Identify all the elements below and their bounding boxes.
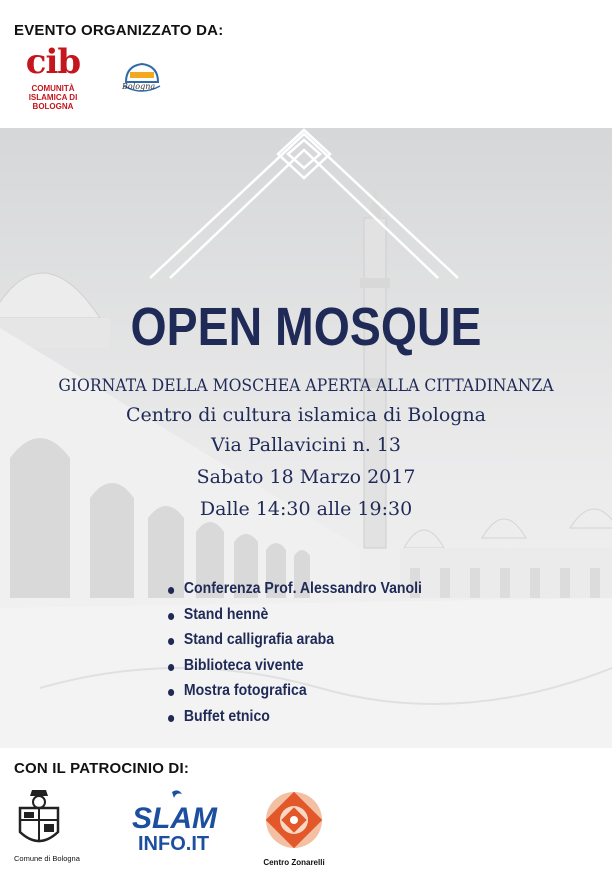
comune-label: Comune di Bologna [14, 854, 80, 863]
islam-info-logo [132, 788, 232, 854]
poster-title: OPEN MOSQUE [130, 297, 482, 357]
time-text: Dalle 14:30 alle 19:30 [199, 498, 413, 520]
zonarelli-flower-icon [254, 786, 334, 856]
poster [0, 128, 612, 748]
address-text: Via Pallavicini n. 13 [211, 434, 401, 456]
zonarelli-label: Centro Zonarelli [263, 858, 325, 867]
cib-logo-letters: cib [25, 42, 81, 82]
activity-item: Stand calligrafia araba [168, 631, 422, 657]
cib-logo-subtitle [22, 84, 84, 111]
islam-logo-line1: SLAM [132, 802, 217, 835]
centro-zonarelli-logo [254, 786, 334, 870]
mosque-dome-icon [120, 60, 164, 100]
organizer-heading: EVENTO ORGANIZZATO DA: [14, 22, 224, 39]
activity-item: Stand hennè [168, 606, 422, 632]
bologna-mosque-logo [120, 60, 164, 100]
activity-item: Conferenza Prof. Alessandro Vanoli [168, 580, 422, 606]
patron-heading: CON IL PATROCINIO DI: [14, 760, 190, 777]
venue-text: Centro di cultura islamica di Bologna [125, 404, 487, 426]
islam-logo-line2: INFO.IT [138, 833, 210, 854]
cib-line-3: BOLOGNA [32, 102, 74, 111]
comune-di-bologna-logo [14, 788, 80, 868]
date-text: Sabato 18 Marzo 2017 [196, 466, 416, 488]
bologna-logo-text: Bologna [122, 82, 156, 91]
poster-subtitle: GIORNATA DELLA MOSCHEA APERTA ALLA CITTADINANZA [58, 376, 554, 396]
coat-of-arms-icon [14, 788, 64, 852]
activity-item: Mostra fotografica [168, 682, 422, 708]
cib-line-2: ISLAMICA DI [28, 93, 78, 102]
cib-line-1: COMUNITÀ [31, 84, 75, 93]
cib-logo [22, 44, 84, 118]
activity-item: Biblioteca vivente [168, 657, 422, 683]
islam-info-wordmark [132, 788, 232, 854]
activity-item: Buffet etnico [168, 708, 422, 734]
activities-list [168, 580, 457, 733]
